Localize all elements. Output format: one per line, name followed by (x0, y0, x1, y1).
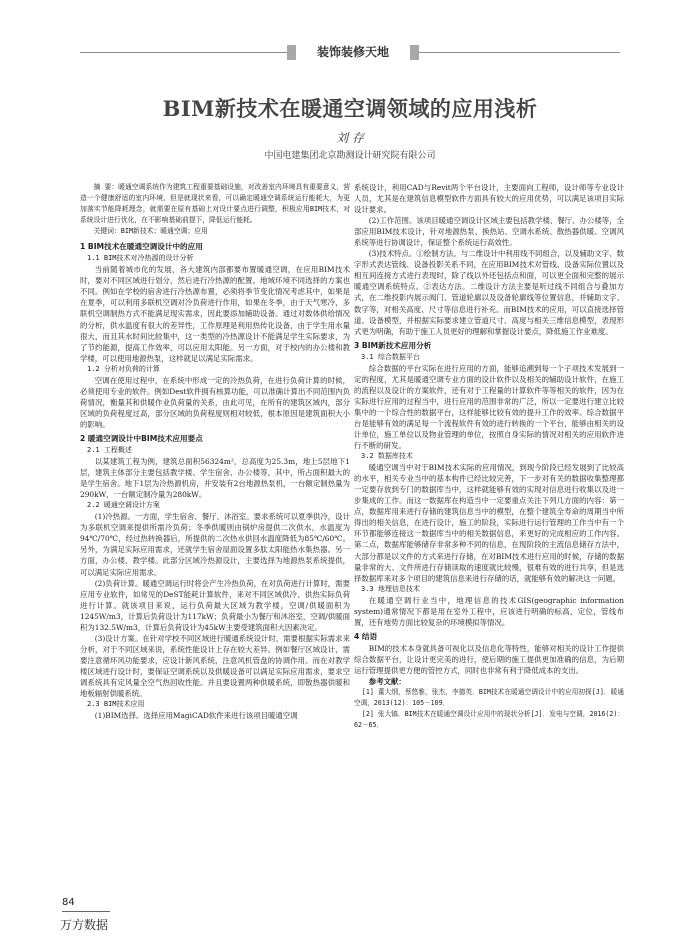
references-heading: 参考文献： (368, 676, 406, 686)
affiliation: 中国电建集团北京勘测设计研究院有限公司 (264, 151, 436, 161)
footer-rule (62, 911, 110, 912)
keywords: 关键词：BIM新技术；暖通空调；应用 (93, 227, 208, 236)
paragraph: (3)技术特点。①绘制方法。与二维设计中利用线不同组合，以及辅助文字、数字形式表达管线、设备投影关系不同，在应用BIM技术对管线、设备实际位置以及相互间连接方式进行表现时，除了线以外还包括点和面，可以更全面和完整的展示暖通空调系统特点。②表达方法。二维设计方法主要是听过线不同组合与叠加方式，在二维投影内展示阀门、管道轮廓以及设备轮廓线等位置信息，并辅助文字、数字等，对相关高度、尺寸等信息进行补充。而BIM技术的应用，可以直接选择管道、设备模型，并根据实际要求建立管道尺寸、高度与相关三维信息模型，表现形式更为明确，有助于施工人员更好的理解和掌握设计要点，降低施工作业难度。 (354, 249, 624, 336)
paragraph: (1)冷热源。一方面，学生宿舍、餐厅、沐浴室。要求系统可以夏季供冷，设计为多联机空调来提供所需冷负荷；冬季供暖则由锅炉房提供二次供水，水温度为94℃/70℃，经过热转换器后，所提供的二次热水供回水温度降低为85℃/60℃。另外，为满足实际应用需求，还就学生宿舍屋面设置多肽太阳能热水集热器。另一方面，办公楼、教学楼。此部分区域冷热源设计，主要选择为地源热泵系统提供，可以满足实际应用需求。 (80, 512, 350, 577)
subsection-heading-1-1: 1.1 BIM技术对冷热源的设计分析 (87, 254, 194, 263)
paragraph: 以某建筑工程为例，建筑总面积56324m²，总高度为25.3m，地上5层地下1层，建筑主体部分主要包括教学楼、学生宿舍、办公楼等，其中，所占面积最大的是学生宿舍。地下1层为冷热源机房，并安装有2台地源热泵机，一台额定制热量为290kW，一台额定制冷量为280kW。 (80, 457, 350, 500)
paragraph: 暖通空调当中对于BIM技术实际的应用情况，到现今阶段已经发展到了比较高的水平，相关专业当中的基本构件已经比较完善，下一步对有关的数据收集整理都一定要存放到专门的数据库当中，这样就能够有效的实现对信息进行收集以及进一步集成的工作。而这一数据库在构造当中一定要重点关注下列几方面的内容：第一点，数据库用来进行存储的建筑信息当中的模型，在整个建筑全寿命的周期当中所得出的相关信息，在进行设计，施工的阶段，实际进行运行管理的工作当中有一个环节都能够连接这一数据库当中的相关数据信息，来更好的完成相应的工作内容。第二点，数据库能够储存非常多种不同的信息，在现阶段的主流信息储存方法中，大部分都是以文件的方式来进行存储，在对BIM技术进行应用的时候，存储的数据量非常的大、文件所进行存储读取的速度就比较慢，很难有效的进行共享，但是选择数据库来对多个项目的建筑信息来进行存储的话，就能够有效的解决这一问题。 (354, 463, 624, 583)
subsection-heading-2-1: 2.1 工程概述 (87, 445, 132, 454)
left-column (80, 182, 350, 882)
reference-item: [1] 董大纲，蔡悠雅，张杰，李德英．BIM技术在暖通空调设计中的应用初探[J]．暖通空调，2013(12)：105－109． (354, 688, 624, 708)
paragraph: (2)负荷计算。暖通空调运行时将会产生冷热负荷，在对负荷进行计算时，需要应用专业软件，如常见的DeST能耗计算软件，来对不同区域供冷、供热实际负荷进行计算。就该项目来说，运行负荷最大区域为教学楼，空调/供暖面积为1245W/m3，计算后负荷设计为117kW；负荷最小为餐厅和沐浴室，空调/供暖面积为132.5W/m3，计算后负荷设计为45kW主要受建筑面积大因素决定。 (80, 578, 350, 632)
paragraph: (1)BIM选择。选择应用MagiCAD软件来进行该项目暖通空调 (94, 711, 298, 721)
abstract: 摘 要：暖通空调系统作为建筑工程重要基础设施，对改善室内环境具有重要意义，营造一个健康舒适的室内环境，但是就现状来看，可以确定暖通空调系统运行能耗大，为更加落实节能降耗理念，就需要在原有基础上对设计要点进行调整，积极应用BIM技术，对系统设计进行优化，在不影响基础前提下，降低运行能耗。 (80, 183, 350, 225)
subsection-heading-3-2: 3.2 数据库技术 (361, 452, 413, 461)
paragraph: 空调在使用过程中，在系统中形成一定的冷热负荷，在进行负荷计算的时候，必须使用专业的软件。例如Dest软件拥有核算功能，可以准确计算出不同范围内负荷情况，衡量其和供暖作业负荷量的关系，由此可见，在所有的建筑区域内，部分区域的负荷程度过高，部分区域的负荷程度则相对较低，根本原因是建筑面积大小的影响。 (80, 375, 350, 429)
section-heading-2: 2 暖通空调设计中BIM技术应用要点 (80, 433, 203, 443)
section-heading-4: 4 结语 (354, 631, 378, 641)
paragraph: 综合数据的平台实际在进行应用的方面，能够追溯到每一个子项技术发展到一定的程度，尤其是暖通空调专业方面的设计软件以及相关的辅助设计软件，在施工的流程以及设计的方案软件，还有对于工程量的计算软件等等相关的软件，因为在实际进行应用的过程当中，进行应用的范围非常的广泛，所以一定要进行建立比较集中的一个综合性的数据平台，这样能够比较有效的提升工作的效率。综合数据平台是能够有效的满足每一个流程软件有效的进行转换的一个平台，能够由相关的设计单位，施工单位以及物业管理的单位，按照自身实际的情况对相关的应用软件进行不断的研发。 (354, 363, 624, 451)
paragraph: 在暖通空调行业当中，地理信息的技术GIS(geographic information system)通常情况下都是用在室外工程中，应该进行明确的标高，定位，管线布置，还有地势方面比较复杂的环境模拟等情况。 (354, 595, 624, 627)
paragraph: (3)设计方案。在针对学校不同区域进行暖通系统设计时，需要根据实际需求来分析，对于不同区域来说，系统性能设计上存在较大差异。例如餐厅区域设计，需要注意循环风功能要求，应设计新风系统，注意风机管盘的协调作用。而在对教学楼区域进行设计时，要保证空调系统以及供暖设备可以满足实际应用需求，要求空调系统具有定风量全空气热回收性能。并且要设置两种供暖系统，即散热器供暖和地板辐射供暖系统。 (80, 633, 350, 699)
paragraph: 系统设计，利用CAD与Revit两个平台设计，主要面向工程师，设计师等专业设计人员，尤其是在建筑信息模型软件方面具有较大的应用优势，可以满足该项目实际设计要求。 (354, 183, 624, 215)
subsection-heading-3-1: 3.1 综合数据平台 (361, 352, 420, 361)
subsection-heading-2-3: 2.3 BIM技术应用 (87, 700, 145, 709)
author: 刘 存 (336, 131, 364, 145)
paragraph: (2)工作范围。该项目暖通空调设计区域主要包括教学楼、餐厅、办公楼等，全部应用BIM技术设计，针对地源热泵、换热站、空调水系统、散热器供暖、空调风系统等进行协调设计，保证整个系统运行高效性。 (354, 216, 624, 248)
reference-item: [2] 张大镐．BIM技术在暖通空调设计应用中的现状分析[J]．发电与空调，2016(2)：62－65． (354, 710, 624, 730)
footer-logo: 万方数据 (60, 918, 109, 932)
paragraph: BIM的技术本身就具备可视化以及信息化等特性，能够对相关的设计工作提供综合数据平台，让设计更完美的进行，使后期的施工提供更加准确的信息，为后期运行管理提供更方便的管控方式，同时也非常有利于降低成本的支出。 (354, 643, 624, 675)
section-heading-1: 1 BIM技术在暖通空调设计中的应用 (80, 242, 203, 252)
subsection-heading-3-3: 3.3 地理信息技术 (361, 584, 420, 593)
section-banner: 装饰装修天地 (296, 43, 410, 62)
article-title: BIM新技术在暖通空调领域的应用浅析 (162, 96, 538, 121)
subsection-heading-1-2: 1.2 分析对负荷的计算 (87, 364, 160, 373)
right-column (354, 182, 624, 882)
page-number: 84 (62, 897, 75, 908)
section-heading-3: 3 BIM新技术应用分析 (354, 340, 432, 350)
subsection-heading-2-2: 2.2 暖通空调设计方案 (87, 501, 160, 510)
paragraph: 当前随着城市化的发展，各大建筑内部都要布置暖通空调，在应用BIM技术时，要对不同区域进行划分，然后进行冷热源的配置。地域环境不同选择的方案也不同。例如在学校的宿舍进行冷热源布置，必须将季节变化情况考虑其中，如果是在夏季，可以利用多联机空调对冷负荷进行作用，如果在冬季，由于天气寒冷，多联机空调制热方式不能满足现实需求，因此要添加辅助设备。通过对数体供给情况的分析，供水温度有很大的差异性，工作原理是利用热传化设备，由于学生用水量很大，而且其水时间比较集中，这一类型的冷热源设计不能满足学生实际要求，为了节约能源，提高工作效率，可以应用太阳能。另一方面，对于校内的办公楼和教学楼，可以使用地源热泵，这样就足以满足实际需求。 (80, 265, 350, 363)
